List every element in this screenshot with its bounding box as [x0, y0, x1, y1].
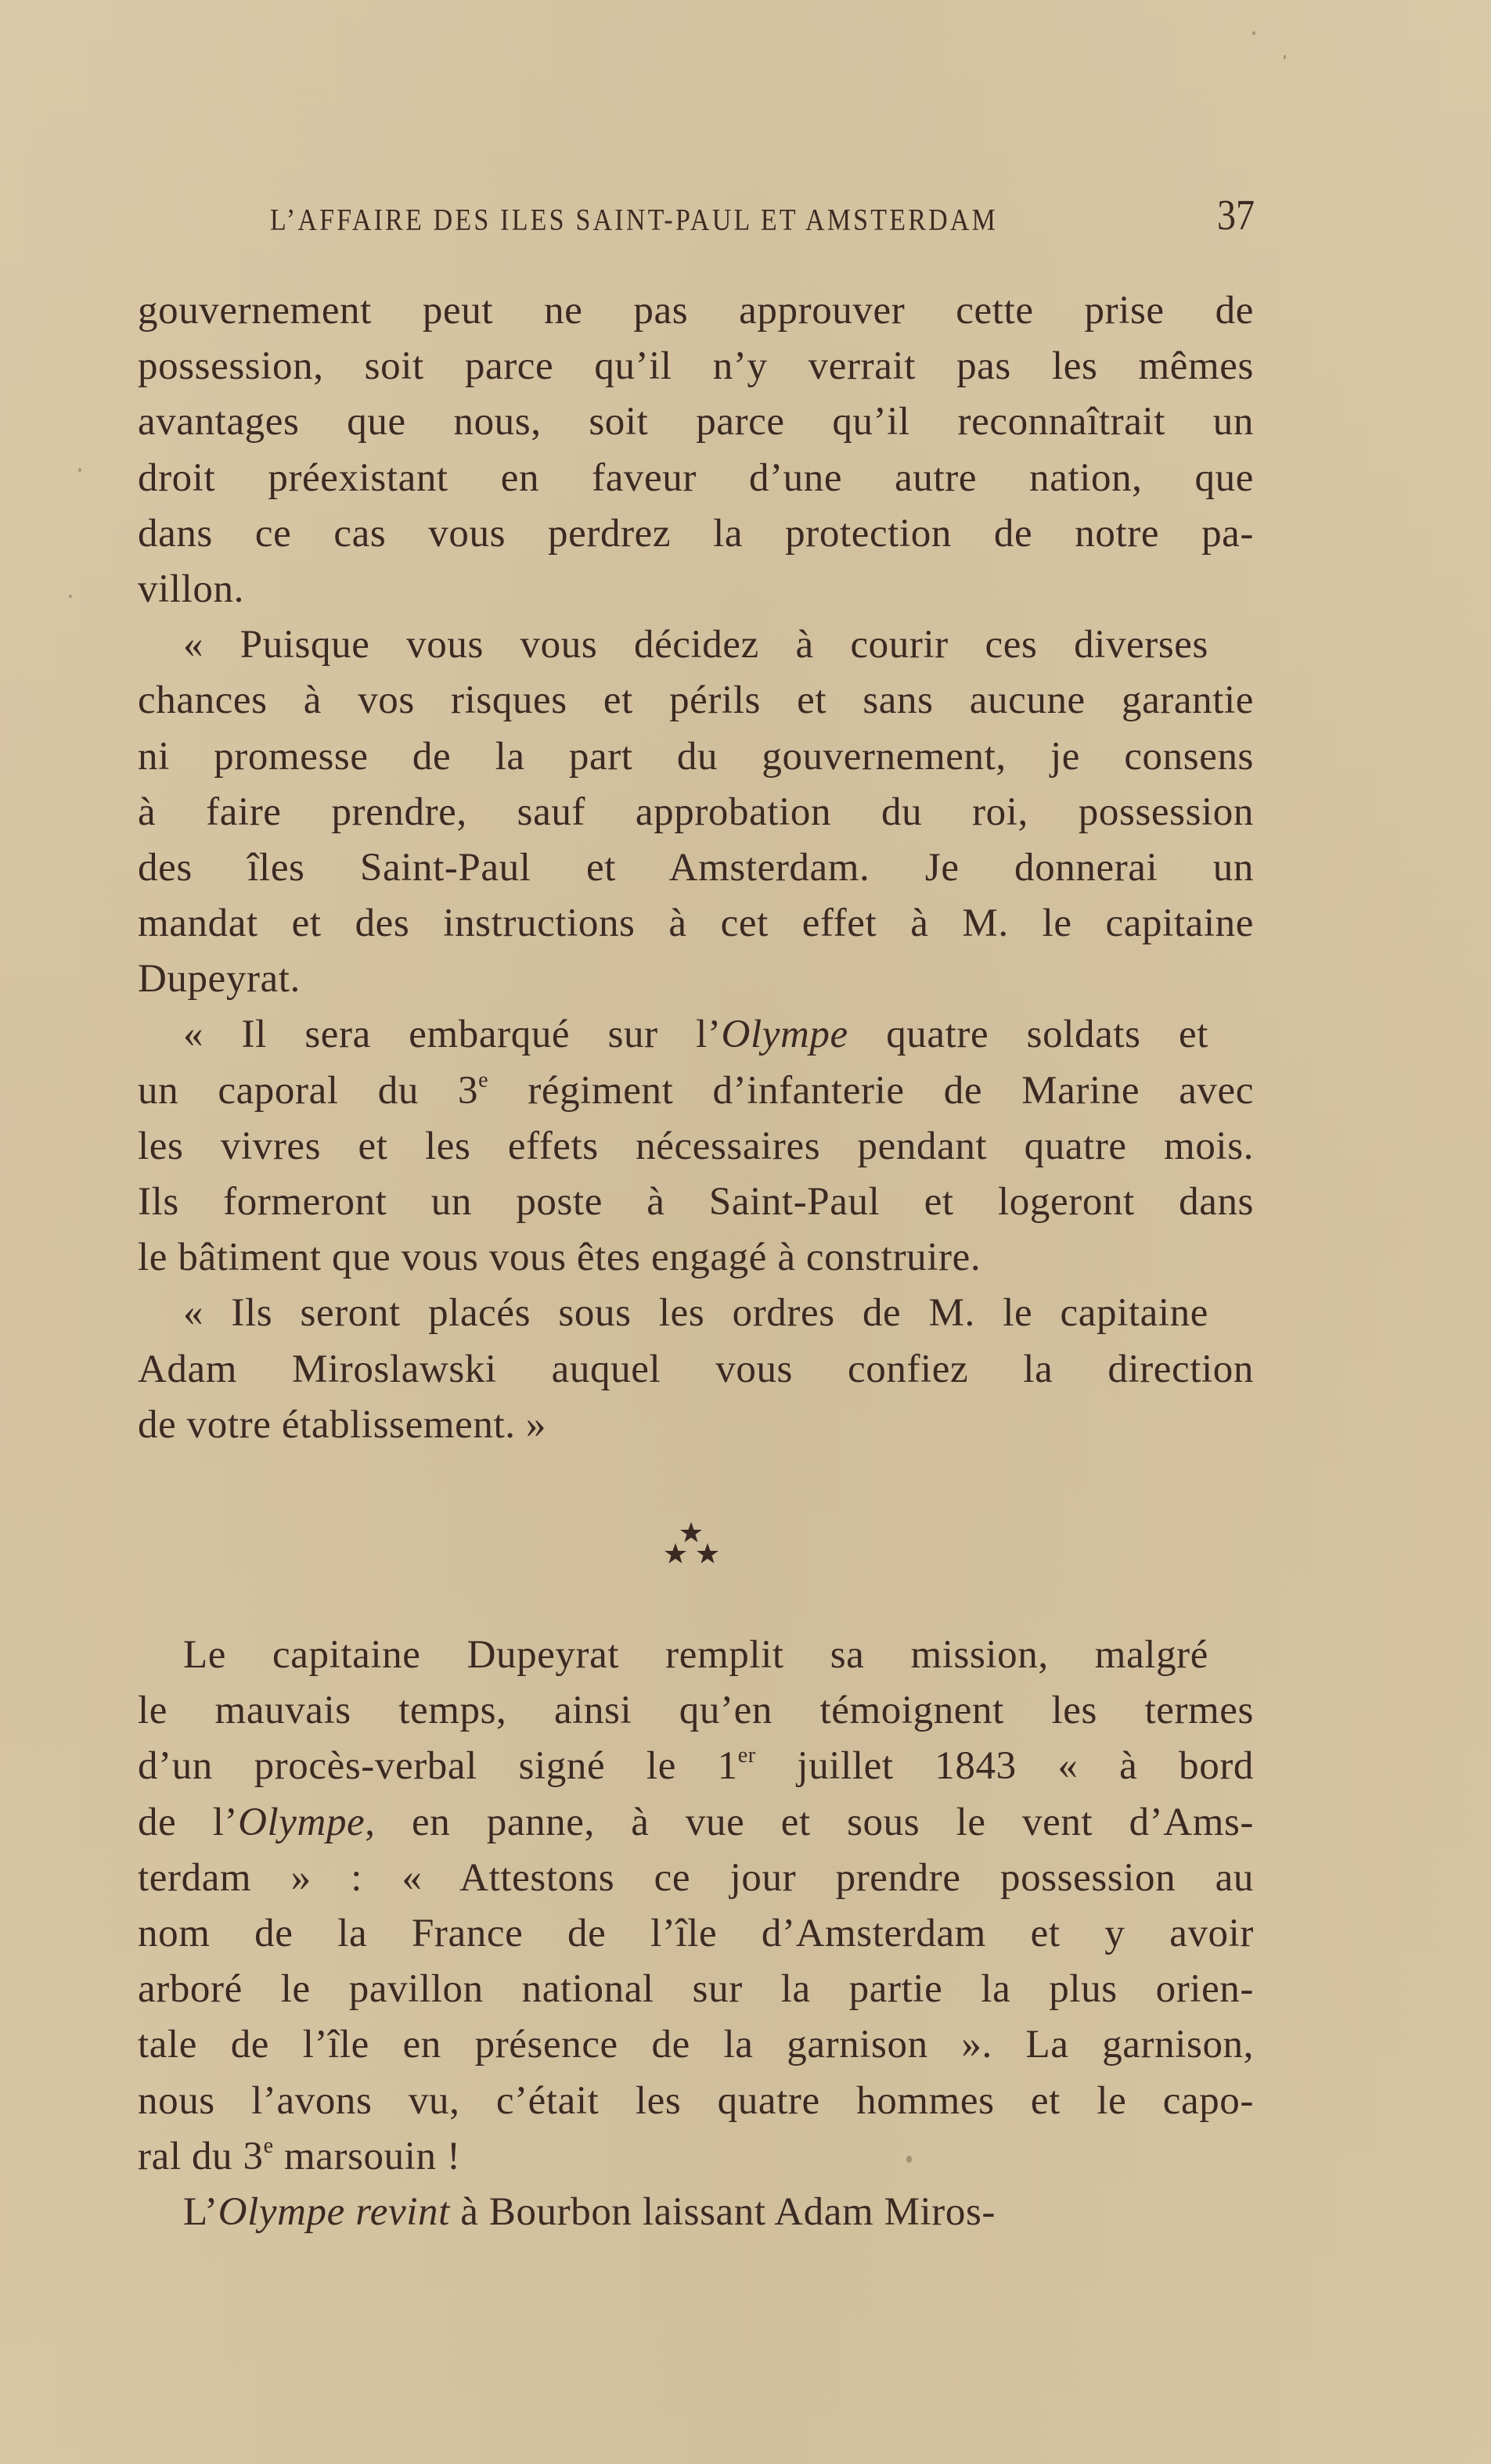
paragraph: [138, 283, 1254, 617]
text-line-content: gouvernement peut ne pas approuver cette prise de: [138, 289, 1254, 333]
text-line-content: Le capitaine Dupeyrat remplit sa mission, malgré: [183, 1633, 1208, 1677]
text-line-content: « Ils seront placés sous les ordres de M. le capitaine: [183, 1291, 1208, 1336]
paper-speck: [78, 468, 81, 472]
paper-speck: [1284, 55, 1286, 59]
text-line: [138, 1683, 1254, 1739]
text-line-content: droit préexistant en faveur d’une autre nation, que: [138, 455, 1254, 500]
ordinal-superscript: er: [737, 1743, 756, 1768]
text-line: [138, 394, 1254, 450]
text-line-content: avantages que nous, soit parce qu’il reconnaîtrait un: [138, 400, 1254, 444]
text-line-content: [138, 1795, 1254, 1851]
text-run: L’: [183, 2189, 218, 2234]
text-line: [138, 283, 1254, 339]
text-line: [138, 951, 1254, 1007]
text-line-content: à faire prendre, sauf approbation du roi, possession: [138, 790, 1254, 834]
paper-speck: [906, 2156, 912, 2163]
running-title: L’AFFAIRE DES ILES SAINT-PAUL ET AMSTERDAM: [270, 203, 999, 237]
text-run: d’un procès-verbal signé le 1: [138, 1744, 738, 1789]
text-line-content: Dupeyrat.: [138, 957, 301, 1002]
text-line: [138, 785, 1254, 840]
italic-ship-name: Olympe: [238, 1800, 366, 1844]
three-stars-icon: [656, 1518, 726, 1573]
text-run: régiment d’infanterie de Marine avec: [488, 1068, 1255, 1113]
italic-ship-name: Olympe: [721, 1013, 848, 1057]
text-line-content: possession, soit parce qu’il n’y verrait pas les mêmes: [138, 344, 1254, 389]
text-run: à Bourbon laissant Adam Miros-: [449, 2189, 996, 2234]
paragraph: [138, 1286, 1254, 1453]
text-line: [138, 896, 1254, 951]
ordinal-superscript: e: [263, 2133, 274, 2158]
body-section-2: [138, 1628, 1254, 2240]
paragraph: [138, 1628, 1254, 2185]
text-line-content: des îles Saint-Paul et Amsterdam. Je donnerai un: [138, 845, 1254, 890]
text-line: [138, 1119, 1254, 1174]
body-section-1: [138, 283, 1254, 1453]
text-line-content: arboré le pavillon national sur la partie la plus orien-: [138, 1967, 1254, 2012]
star-top: [680, 1522, 702, 1542]
text-line-content: nous l’avons vu, c’était les quatre hommes et le capo-: [138, 2078, 1254, 2123]
text-line-content: [183, 1007, 1208, 1063]
text-run: juillet 1843 « à bord: [755, 1744, 1254, 1789]
text-line: [138, 2074, 1254, 2129]
text-line-content: [138, 2129, 1254, 2185]
text-line-content: chances à vos risques et périls et sans aucune garantie: [138, 678, 1254, 723]
page-number: 37: [1217, 191, 1255, 239]
text-line: [138, 1628, 1254, 1683]
text-line: [138, 2017, 1254, 2073]
text-run: ral du 3: [138, 2134, 264, 2178]
running-head: [270, 191, 1256, 244]
text-line: [138, 1007, 1254, 1063]
text-line-content: tale de l’île en présence de la garnison ». La garnison,: [138, 2023, 1254, 2067]
text-line-content: les vivres et les effets nécessaires pendant quatre mois.: [138, 1124, 1254, 1168]
text-line: [138, 1739, 1254, 1794]
star-bottom-left: [664, 1543, 686, 1563]
asterism-ornament: [656, 1518, 726, 1573]
text-line: [138, 1397, 1254, 1453]
text-line-content: « Puisque vous vous décidez à courir ces diverses: [183, 623, 1208, 667]
text-line-content: de votre établissement. »: [138, 1402, 547, 1447]
text-line: [138, 2185, 1254, 2240]
text-line: [138, 840, 1254, 896]
text-run: , en panne, à vue et sous le vent d’Ams-: [365, 1800, 1254, 1844]
text-run: marsouin !: [273, 2134, 461, 2178]
text-line: [138, 1230, 1254, 1286]
text-line: [138, 2129, 1254, 2185]
text-line-content: le bâtiment que vous vous êtes engagé à construire.: [138, 1236, 981, 1280]
text-line-content: dans ce cas vous perdrez la protection de notre pa-: [138, 511, 1254, 556]
text-line: [138, 1851, 1254, 1906]
text-run: quatre soldats et: [848, 1013, 1208, 1057]
text-run: un caporal du 3: [138, 1068, 479, 1113]
text-line: [138, 1795, 1254, 1851]
paper-speck: [1252, 31, 1255, 35]
text-line: [138, 451, 1254, 506]
paper-speck: [69, 595, 72, 598]
text-line: [138, 1906, 1254, 1962]
text-line: [138, 1174, 1254, 1230]
text-run: « Il sera embarqué sur l’: [183, 1013, 722, 1057]
text-line-content: ni promesse de la part du gouvernement, je consens: [138, 734, 1254, 779]
text-line-content: villon.: [138, 567, 244, 611]
text-line-content: Ils formeront un poste à Saint-Paul et logeront dans: [138, 1180, 1254, 1224]
text-line-content: mandat et des instructions à cet effet à M. le capitaine: [138, 901, 1254, 946]
text-line-content: [183, 2185, 1208, 2240]
text-run: de l’: [138, 1800, 239, 1844]
paragraph: [138, 617, 1254, 1007]
text-line-content: Adam Miroslawski auquel vous confiez la direction: [138, 1347, 1254, 1391]
text-line: [138, 562, 1254, 617]
text-line: [138, 1286, 1254, 1341]
text-line: [138, 729, 1254, 785]
paragraph: [138, 2185, 1254, 2240]
ordinal-superscript: e: [478, 1067, 489, 1092]
text-line: [138, 617, 1254, 673]
text-line: [138, 339, 1254, 394]
star-bottom-right: [697, 1543, 718, 1563]
text-line-content: [138, 1739, 1254, 1794]
text-line: [138, 506, 1254, 562]
text-line-content: nom de la France de l’île d’Amsterdam et y avoir: [138, 1911, 1254, 1955]
paragraph: [138, 1007, 1254, 1286]
text-line: [138, 1342, 1254, 1397]
text-line-content: le mauvais temps, ainsi qu’en témoignent les termes: [138, 1689, 1254, 1733]
text-line-content: [138, 1063, 1254, 1119]
text-line-content: terdam » : « Attestons ce jour prendre possession au: [138, 1855, 1254, 1900]
italic-ship-name: Olympe revint: [218, 2189, 450, 2234]
text-line: [138, 673, 1254, 728]
text-line: [138, 1962, 1254, 2017]
text-line: [138, 1063, 1254, 1119]
